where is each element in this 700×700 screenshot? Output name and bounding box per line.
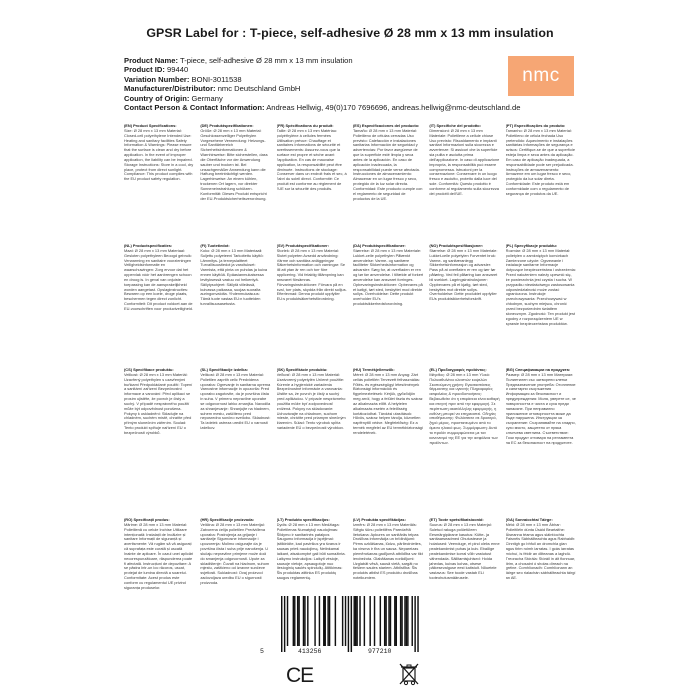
barcode-bar [355,596,356,646]
spec-row [124,244,576,360]
spec-text: Размер: Ø 28 mm x 13 mm Материал: Полиетилен със затворени клетки Предназначение употреба: Отопление и санитарни съоръжения Информация за безопасност и предупреждения: Моля, уверете се, че повърхността е чиста и суха преди нанасяне. При неправилно приложение отговорността може да бъде нарушена. Инструкции за съхранение: Съхранявайте на хладно, сухо място, защитено от пряка слънчева светлина. Съответствие: Този продукт отговаря на регламента на ЕС за безопасност на продуктите. [505,371,576,445]
country-of-origin-value: Germany [191,93,223,103]
spec-block-pl [506,244,576,360]
spec-block-en [124,124,194,236]
barcode-bar [385,596,386,646]
spec-heading: (PT) Especificações do produto: [505,124,566,128]
contact-row [124,103,544,112]
barcode-bar [342,596,343,646]
barcode-bar [348,596,349,652]
spec-text: Méret: Ø 28 mm x 13 mm Anyag: Zárt cellás polietilén Tervezett felhasználás: Fűtés- és egészségügyi létesítmények Biztonsági információk és figyelmeztetések: Kérjük, győződjön meg arról, hogy a felület tiszta és száraz az alkalmazás előtt. A helytelen alkalmazás esetén a felelősség korlátozódhat. Tárolási utasítások: Hűvös, száraz helyen tárolja, közvetlen napfénytől védve. Megfelelőség: Ez a termék megfelel az EU termékbiztonsági rendeletének. [352,371,423,435]
spec-heading: (ET) Toote spetsifikatsioonid: [429,518,484,522]
spec-block-hu [353,368,423,510]
barcode-bar [400,596,401,646]
spec-row [124,124,576,236]
spec-block-sk [277,368,347,510]
spec-heading: (PL) Specyfikacje produktu: [505,244,558,248]
spec-block-sl [200,368,270,510]
spec-heading: (EN) Product Specifications: [124,124,177,128]
barcode-bar [384,596,385,646]
spec-heading: (DA) Produktspecifikationer: [352,244,406,248]
spec-heading: (LV) Produkta specifikācijas: [352,518,406,522]
barcode-bar [414,596,415,652]
variation-number-label: Variation Number: [124,74,190,84]
spec-text: Size: Ø 28 mm x 13 mm Material: Closed-cell polyethylene Intended Use: Heating and sanitary facilities Safety Information & Warnings: Please ensure that the surface is clean and dry before application. In the event of improper application, the liability can be impaired. Storage Instructions: Store in a cool, dry place, protect from direct sunlight. Compliance: This product complies with the EU product safety regulation. [124,127,194,182]
spec-text: Maat: Ø 28 mm x 13 mm Materiaal: Gesloten polyethyleen Beoogd gebruik: Verwarming en sanitaire voorzieningen Veiligheidsinformatie en waarschuwingen: Zorg ervoor dat het oppervlak vóór het aanbrengen schoon en droog is. In geval van onjuiste toepassing kan de aansprakelijkheid worden aangetast. Opslaginstructies: Bewaren op een koele, droge plaats, beschermen tegen direct zonlicht. Conformiteit: Dit product voldoet aan de EU-voorschriften voor productveiligheid. [124,247,193,311]
spec-heading: (LT) Produkto specifikacijos: [276,518,330,522]
spec-text: Velikost: Ø 28 mm x 13 mm Materiál: Uzavřený polyethylen s uzavřenými buňkami Předpokládané použití: Topení a sanitární zařízení Bezpečnostní informace a varování: Před aplikací se prosím ujistěte, že povrch je čistý a suchý. V případě nesprávného použití může být odpovědnost porušena. Pokyny k uskladnění: Skladujte na chladném, suchém místě, chraňte před přímým slunečním zářením. Soulad: Tento produkt splňuje nařízení EU o bezpečnosti výrobků. [124,371,193,435]
spec-text: Mărime: Ø 28 mm x 13 mm Material: Polietilenă cu celule închise Utilizare intenționată: Instalații de încălzire și sanitare Informații de siguranță și avertismente: Vă rugăm să vă asigurați că suprafața este curată și uscată înainte de aplicare. În cazul unei aplicări necorespunzătoare, răspunderea poate fi afectată. Instrucțiuni de depozitare: A se păstra într-un loc răcoros, uscat, protejat de lumina directă a soarelui. Conformitate: Acest produs este conform cu regulamentul UE privind siguranța produselor. [124,521,194,590]
product-info [124,56,544,112]
spec-heading: (NO) Produktspesifikasjoner: [429,244,484,248]
spec-heading: (CS) Specifikace produktu: [124,368,174,372]
manufacturer-label: Manufacturer/Distributor: [124,84,216,94]
spec-text: Taille: Ø 28 mm x 13 mm Matériau: polyéthylène à cellules fermées Utilisation prévue: Chauffage et sanitaires Informations de sécurité et avertissements: Assurez-vous que la surface est propre et sèche avant l'application. En cas de mauvaise application, la responsabilité peut être diminuée. Instructions de stockage: Conserver dans un endroit frais et sec, à l'abri du soleil direct. Conformité: Ce produit est conforme au règlement de l'UE sur la sécurité des produits. [276,127,347,191]
barcode-bar [323,596,324,646]
barcode-bar [404,596,405,646]
product-id-row [124,65,544,74]
barcode-bar [396,596,397,646]
barcode-bar [407,596,408,646]
spec-text: Izmērs: Ø 28 mm x 13 mm Materiāls: Slēgtu šūnu polietilēns Paredzētā lietošana: Apkures un sanitārās telpas Drošības informācija un brīdinājumi: Pirms uzklāšanas, lūdzu, pārliecinieties, ka virsma ir tīra un sausa. Nepareizas piemērošanas gadījumā atbildība var tikt ierobežota. Glabāšanas norādījumi: Uzglabāt vēsā, sausā vietā, sargāt no tiešiem saules stariem. Atbilstība: Šis produkts atbilst ES produktu drošības noteikumiem. [352,521,423,581]
spec-heading: (GA) Sonraíochtaí Táirge: [505,518,553,522]
spec-block-cs [124,368,194,510]
nmc-logo: nmc [508,56,574,96]
spec-block-nl [124,244,194,360]
barcode-bar [298,596,299,646]
spec-heading: (SL) Specifikacije izdelka: [200,368,248,372]
barcode-bar [293,596,294,646]
manufacturer-value: nmc Deutschland GmbH [217,84,301,94]
barcode-bar [406,596,407,646]
spec-heading: (NL) Productspecificaties: [124,244,173,248]
spec-heading: (EL) Προδιαγραφές προϊόντος: [429,368,487,372]
spec-heading: (HR) Specifikacije proizvoda: [200,518,254,522]
spec-heading: (SK) Špecifikácie produktu: [276,368,328,372]
ce-mark: CE [286,664,314,687]
manufacturer-row [124,84,544,93]
ean-barcode [258,596,442,662]
country-of-origin-row [124,94,544,103]
spec-text: Rozmiar: Ø 28 mm x 13 mm Materiał: polietylen o zamkniętych komórkach Zamierzone użycie: Ogrzewanie i instalacje sanitarne Informacje dotyczące bezpieczeństwa i ostrzeżenia: Przed nałożeniem należy upewnić się, że powierzchnia jest czysta i sucha. W przypadku niewłaściwego zastosowania odpowiedzialność może zostać ograniczona. Instrukcje przechowywania: Przechowywać w chłodnym, suchym miejscu, chronić przed bezpośrednim światłem słonecznym. Zgodność: Ten produkt jest zgodny z rozporządzeniem UE w sprawie bezpieczeństwa produktów. [505,247,576,326]
spec-heading: (BG) Спецификации на продукта: [505,368,571,372]
barcode-bar [314,596,315,646]
spec-block-no [429,244,499,360]
spec-block-ga [506,518,576,652]
spec-row [124,368,576,510]
spec-text: Suurus: Ø 28 mm x 13 mm Materjal: Suletud rakuga polüetüleen Eesmärgipärane kasutus: Kütte- ja sanitaarseadmed Ohutusteave ja hoiatused: Veenduge, et pind oleks enne pealekandmist puhas ja kuiv. Ebaõige pealekandmise korral võib vastutust vähendada. Säilitamisjuhised: Hoida jahedas, kuivas kohas, otsese päikesevalguse eest kaitstult. Nõuetele vastavus: See toode vastab ELi tooteohutusmäärusele. [429,521,500,581]
product-name-label: Product Name: [124,56,179,65]
spec-block-el [429,368,499,510]
spec-text: Veličina: Ø 28 mm x 13 mm Materijal: Zatvorena ćelija polietilen Predviđena uporaba: Postrojenja za grijanje i sanitarije Sigurnosne informacije i upozorenja: Molimo osigurajte da je površina čista i suha prije nanošenja. U slučaju nepravilne primjene može doći do smanjenja odgovornosti. Upute za skladištenje: Čuvati na hladnom, suhom mjestu, zaštićeno od izravne sunčeve svjetlosti. Sukladnost: Ovaj proizvod zadovoljava uredbu EU o sigurnosti proizvoda. [200,521,270,585]
spec-heading: (HU) Termékjellemzők: [352,368,395,372]
barcode-bar [297,596,298,646]
spec-block-sv [277,244,347,360]
spec-text: Tamanho: Ø 28 mm x 13 mm Material: Polietileno de célula fechada Uso pretendido: Aquecimento e instalações sanitárias Informações de segurança e avisos: Certifique-se de que a superfície esteja limpa e seca antes da aplicação. Em caso de aplicação inadequada, a responsabilidade pode ser prejudicada. Instruções de armazenamento: Armazene em um lugar fresco e seco, protegido da luz solar direta. Conformidade: Este produto está em conformidade com o regulamento de segurança de produtos da UE. [505,127,576,196]
spec-heading: (IT) Specifiche del prodotto: [429,124,481,128]
spec-text: Größe: Ø 28 mm x 13 mm Material: Geschlossenzelliger Polyethylen Vorgesehene Verwendung: Heizungs- und Sanitärbereich Sicherheitsinformationen & Warnhinweise: Bitte sicherstellen, dass die Oberfläche vor der Anwendung sauber und trocken ist. Bei unsachgemäßer Anwendung kann die Haftung beeinträchtigt werden. Lagerhinweise: An einem kühlen, trockenen Ort lagern, vor direkter Sonneneinstrahlung schützen. Konformität: Dieses Produkt entspricht der EU-Produktsicherheitsverordnung. [200,127,268,201]
spec-text: Dimensioni: Ø 28 mm x 13 mm Materiale: Polietilene a cellule chiuse Uso previsto: Riscaldamento e impianti sanitari Informazioni sulla sicurezza e avvertenze: Si assicuri che la superficie sia pulita e asciutta prima dell'applicazione. In caso di applicazione impropria, la responsabilità può essere compromessa. Istruzioni per la conservazione: Conservare in un luogo fresco e asciutto, protetto dalla luce del sole. Conformità: Questo prodotto è conforme al regolamento sulla sicurezza dei prodotti dell'UE. [429,127,500,196]
barcode-bar [380,596,381,646]
barcode-bar [394,596,395,646]
spec-heading: (ES) Especificaciones del producto: [352,124,420,128]
barcode-bar [354,596,355,646]
product-id-label: Product ID: [124,65,165,75]
barcode-bar [284,596,285,652]
spec-block-it [429,124,499,236]
spec-block-ro [124,518,194,652]
spec-block-fi [200,244,270,360]
barcode-bar [390,596,391,646]
barcode-bar [335,596,336,646]
contact-value: Andreas Hellwig, 49(0)170 7696696, andreas.hellwig@nmc-deutschland.de [266,103,521,113]
spec-heading: (DE) Produktspezifikationen: [200,124,254,128]
barcode-bar [294,596,295,646]
country-of-origin-label: Country of Origin: [124,93,190,103]
spec-text: Koko: Ø 28 mm x 13 mm Materiaali: Suljettu polyeteeni Tarkoitettu käyttö: Lämmitys- ja terveyslaitteet Turvallisuustiedot ja varoitukset: Varmista, että pinta on puhdas ja kuiva ennen käyttöä. Epäasianmukaisessa levityksessä vastuu voi heikentyä. Säilytysohjeet: Säilytä viileässä, kuivassa paikassa, suojaa suoralta auringonvalolta. Yhdenmukaisuus: Tämä tuote vastaa EU:n tuotteiden turvallisuusasetusta. [200,247,268,307]
spec-heading: (RO) Specificații produs: [124,518,170,522]
product-name-value: T-piece, self-adhesive Ø 28 mm x 13 mm insulation [180,56,353,65]
spec-text: Størrelse: Ø 28 mm x 13 mm Materiale: Lukket-celle polyethylen Påtænkt anvendelse: Varme- og sanitære faciliteter Sikkerhedsinformation og advarsler: Sørg for, at overfladen er ren og tør før anvendelse. I tilfælde af forkert anvendelse kan ansvaret forringes. Opbevaringsinstruktioner: Opbevares på et køligt, tørt sted, beskyttet mod direkte sollys. Overholdelse: Dette produkt overholder EU's produktsikkerhedsforordning. [352,247,424,307]
barcode-bar [388,596,389,646]
barcode-leading-digit: 5 [260,648,264,655]
variation-number-value: BONI-3011538 [191,74,242,84]
spec-block-es [353,124,423,236]
spec-block-de [200,124,270,236]
spec-heading: (FI) Tuotetiedot: [200,244,230,248]
barcode-bar [369,596,370,646]
barcode-right-digits: 977210 [368,648,392,655]
barcode-bar [401,596,402,646]
barcode-bar [412,596,413,646]
barcode-bar [307,596,308,646]
spec-text: Veľkosť: Ø 28 mm x 13 mm Materiál: Uzatvorený polyetylén Určené použitie: Kúrenie a hygienické zariadenia Bezpečnostné informácie a varovania: Uistite sa, že povrch je čistý a suchý pred aplikáciou. V prípade nesprávneho použitia môže byť zodpovednosť znížená. Pokyny na skladovanie: Uchovávajte na chladnom, suchom mieste, chráňte pred priamym slnečným žiarením. Súlad: Tento výrobok spĺňa nariadenie EÚ o bezpečnosti výrobkov. [276,371,346,431]
barcode-bar [356,596,357,646]
barcode-bar [319,596,320,646]
spec-heading: (FR) Spécifications du produit: [276,124,334,128]
barcode-bar [359,596,360,646]
spec-block-da [353,244,423,360]
barcode-bar [374,596,375,646]
product-id-value: 99440 [167,65,189,75]
spec-text: Tamaño: Ø 28 mm x 13 mm Material: Polietileno de células cerradas Uso previsto: Calefacción e instalaciones sanitarias Información de seguridad y advertencias: Por favor asegúrese de que la superficie esté limpia y seca antes de la aplicación. En caso de aplicación inadecuada, la responsabilidad puede verse afectada. Instrucciones de almacenamiento: Almacenar en un lugar fresco y seco, protegido de la luz solar directa. Conformidad: Este producto cumple con el reglamento de seguridad de productos de la UE. [352,127,423,201]
spec-block-bg [506,368,576,510]
barcode-bar [327,596,328,646]
barcode-bar [417,596,418,652]
spec-text: Dydis: Ø 28 mm x 13 mm Medžiaga: Polietilenas Numatytoji naudojimas: Šildymo ir sanitarinės patalpos Saugumo informacija ir įspėjimai: Įsitikinkite, kad paviršius yra švarus ir sausas prieš naudojimą. Netinkamai taikant, atsakomybė gali būti sumažinta. Laikymo instrukcijos: Laikyti vėsioje, sausoje vietoje, apsaugotoje nuo tiesioginių saulės spindulių. Atitikimas: Šis produktas atitinka ES produktų saugos reglamentą. [276,521,346,581]
crossed-out-wheelie-bin-icon [398,662,420,686]
product-name-row [124,56,544,65]
spec-heading: (SV) Produktspecifikationer: [276,244,329,248]
spec-text: Méid: Ø 28 mm x 13 mm Ábhar: Polieitiléin dúnta Úsáid Beartaithe: Áiseanna téama agus sláintíochta Faisnéis Sábháilteachta agus Rabhaidh: Cinntigh go bhfuil an dromchla glan agus tirim roimh iarratas. I gcás iarratas míchuí, is féidir an dliteanas a laghdú. Treoracha Stórála: Stóráil in áit fionnuar, tirim, a chosaint ó sholas díreach na gréine. Comhlíonadh: Comhlíonann an táirge seo rialachán sábháilteachta táirgí an AE. [505,521,576,581]
spec-text: Storlek: Ø 28 mm x 13 mm Material: Slutet polyeten Avsedd användning: Värme och sanitära anläggningar Säkerhetsinformation och varningar: Se till att ytan är ren och torr före applicering. Vid felaktig tillämpning kan ansvaret försämras. Förvaringsinstruktioner: Förvara på en sval, torr plats, skydda från direkt solljus. Efterlevnad: Denna produkt uppfyller EU:s produktsäkerhetsförordning. [276,247,347,302]
spec-block-pt [506,124,576,236]
barcode-bars [272,596,428,646]
barcode-bar [351,596,352,652]
barcode-bar [281,596,282,652]
barcode-bar [364,596,365,646]
spec-text: Velikost: Ø 28 mm x 13 mm Material: Polietilen zaprtih celic Predvidena uporaba: Ogrevanje in sanitarna oprema Varnostne informacije in opozorila: Pred uporabo zagotovite, da je površina čista in suha. V primeru nepravilne uporabe se odgovornost lahko zmanjša. Navodila za shranjevanje: Shranjujte na hladnem, suhem mestu, zaščiteno pred neposredno sončno svetlobo. Skladnost: Ta izdelek ustreza uredbi EU o varnosti izdelkov. [200,371,271,431]
spec-text: Μέγεθος: Ø 28 mm x 13 mm Υλικό: Πολυαιθυλένιο κλειστών κυψελών Σκοπούμενη χρήση: Εγκαταστάσεις θέρμανσης και υγιεινής Πληροφορίες ασφαλείας & προειδοποιήσεις: Βεβαιωθείτε ότι η επιφάνεια είναι καθαρή και στεγνή πριν από την εφαρμογή. Σε περίπτωση ακατάλληλης εφαρμογής, η ευθύνη μπορεί να επηρεαστεί. Οδηγίες αποθήκευσης: Φυλάσσετε σε δροσερό, ξηρό μέρος, προστατευμένο από το άμεσο ηλιακό φως. Συμμόρφωση: Αυτό το προϊόν συμμορφώνεται με τον κανονισμό της ΕΕ για την ασφάλεια των προϊόντων. [429,371,500,445]
variation-number-row [124,75,544,84]
barcode-bar [287,596,288,646]
barcode-bar [303,596,304,646]
barcode-bar [304,596,305,646]
contact-label: Contact Person & Contact Information: [124,103,265,113]
spec-block-fr [277,124,347,236]
barcode-bar [329,596,330,646]
spec-text: Størrelse: Ø 28 mm x 13 mm Materiale: Lukket-celle polyetylen Forventet bruk: Varme- og sanitæranlegg Sikkerhetsinformasjon og advarsler: Pass på at overflaten er ren og tørr før påføring. Ved feil påføring kan ansvaret bli svekket. Lagringsinstruksjoner: Oppbevares på et kjølig, tørt sted, beskyttes mot direkte sollys. Overholdelse: Dette produktet oppfyller EUs produktsikkerhetsforskrift. [429,247,498,302]
specifications-grid [124,124,576,660]
barcode-bar [325,596,326,646]
barcode-bar [345,596,346,646]
label-title: GPSR Label for : T-piece, self-adhesive Ø 28 mm x 13 mm insulation [146,26,554,40]
barcode-left-digits: 413256 [298,648,322,655]
